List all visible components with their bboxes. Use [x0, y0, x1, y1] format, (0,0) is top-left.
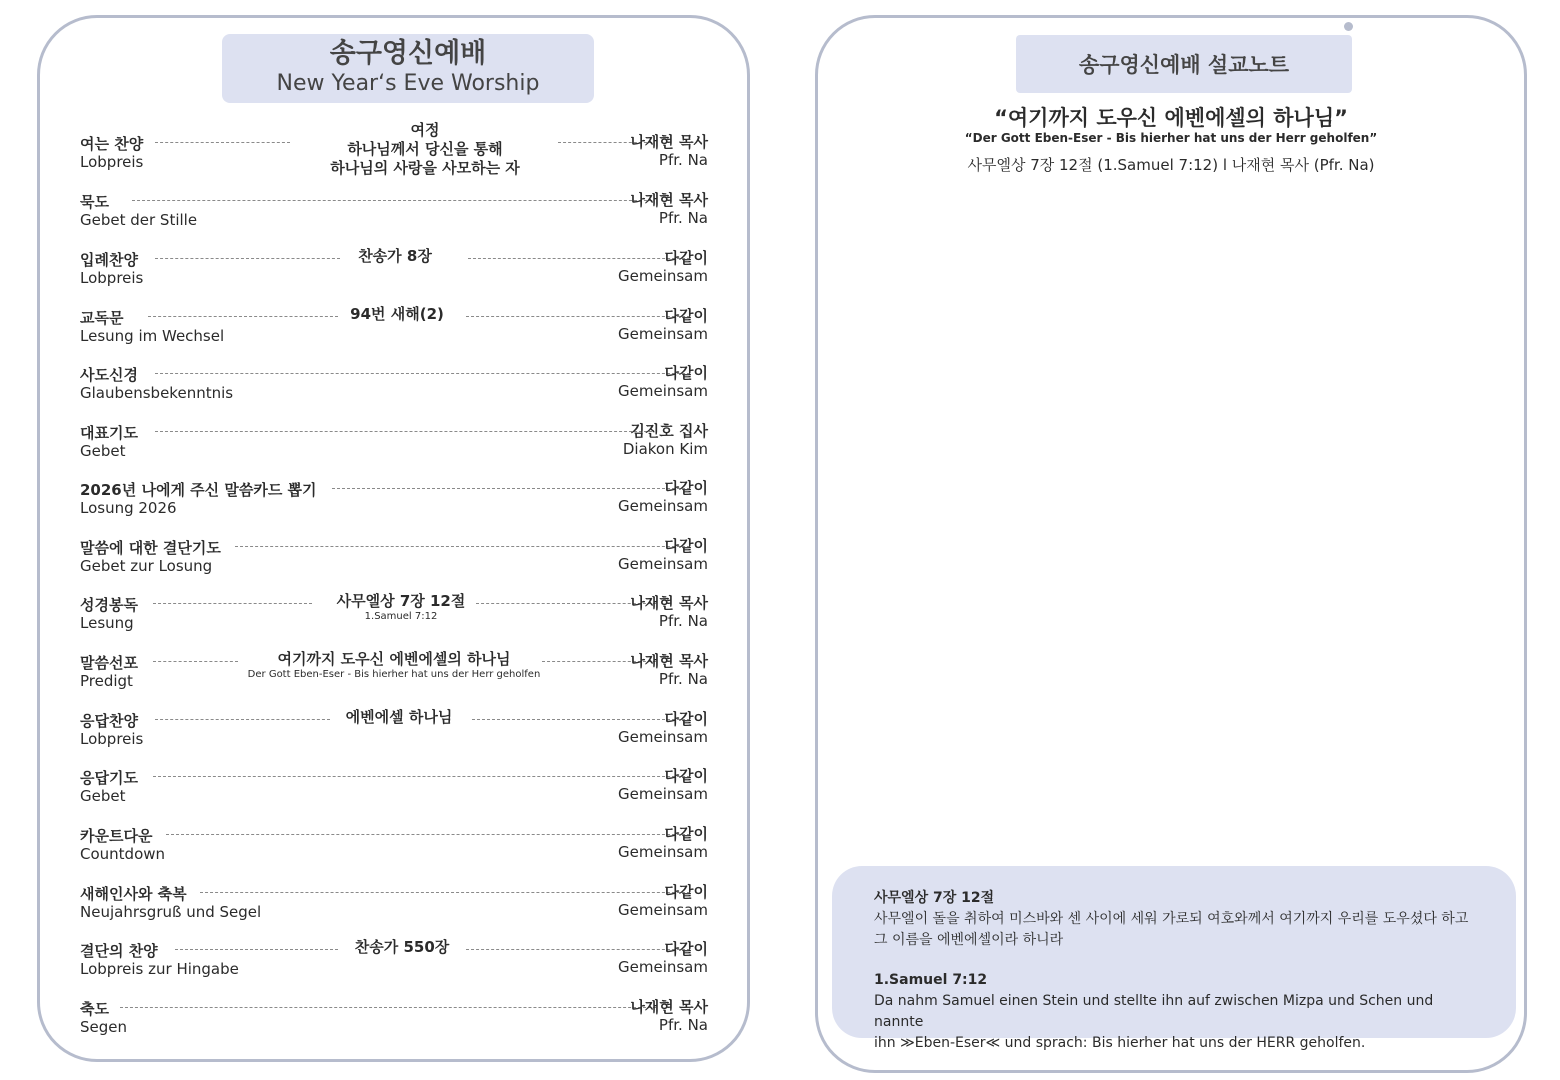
order-item-detail — [342, 305, 452, 324]
order-item-detail — [295, 121, 555, 178]
order-item-title-ko: 여는 찬양 — [80, 135, 144, 153]
order-item-title-de: Predigt — [80, 672, 133, 690]
order-item-title-ko: 응답기도 — [80, 769, 138, 787]
order-item-title-ko: 입례찬양 — [80, 251, 138, 269]
dotted-leader — [235, 546, 690, 547]
order-item-title-de: Lobpreis — [80, 269, 144, 287]
order-item — [80, 815, 708, 867]
order-item-leader-ko: 나재현 목사 — [630, 998, 708, 1016]
order-item-leader-de: Gemeinsam — [618, 267, 708, 285]
sermon-note-title-box — [1016, 35, 1352, 93]
order-item-leader-de: Pfr. Na — [658, 612, 708, 630]
order-item-leader-ko: 다같이 — [664, 710, 708, 728]
order-item-leader-de: Gemeinsam — [618, 785, 708, 803]
order-item-leader-ko: 나재현 목사 — [630, 652, 708, 670]
order-item-leader-ko: 다같이 — [664, 940, 708, 958]
order-item — [80, 123, 708, 175]
order-item-detail — [345, 247, 445, 266]
order-item-leader-ko: 나재현 목사 — [630, 594, 708, 612]
order-item-detail-sub: Der Gott Eben-Eser - Bis hierher hat uns der Herr geholfen — [247, 669, 541, 680]
order-item-title-ko: 새해인사와 축복 — [80, 885, 187, 903]
order-item — [80, 700, 708, 752]
service-title-en: New Year‘s Eve Worship — [276, 71, 540, 96]
order-item-title-de: Gebet zur Losung — [80, 557, 213, 575]
order-item-leader-de: Gemeinsam — [618, 325, 708, 343]
dotted-leader — [155, 142, 290, 143]
order-item-title-ko: 카운트다운 — [80, 827, 153, 845]
order-item-leader-de: Gemeinsam — [618, 555, 708, 573]
order-item-leader-de: Gemeinsam — [618, 382, 708, 400]
verse-box — [832, 866, 1516, 1051]
order-item-detail — [342, 938, 462, 957]
dotted-leader — [155, 373, 690, 374]
order-item-leader-de: Pfr. Na — [658, 209, 708, 227]
sermon-title: “여기까지 도우신 에벤에셀의 하나님” — [994, 106, 1348, 130]
order-item-leader-ko: 나재현 목사 — [630, 191, 708, 209]
dotted-leader — [155, 719, 330, 720]
order-of-service-panel — [37, 15, 750, 1062]
order-item-detail-line: 찬송가 8장 — [358, 247, 432, 265]
order-item — [80, 988, 708, 1040]
verse-de-heading: 1.Samuel 7:12 — [874, 972, 988, 988]
order-item-detail-line: 하나님의 사랑을 사모하는 자 — [330, 159, 520, 177]
order-item-detail-line: 여정 — [410, 121, 440, 139]
order-item-title-de: Lobpreis zur Hingabe — [80, 960, 239, 978]
order-item — [80, 527, 708, 579]
order-item-title-ko: 말씀에 대한 결단기도 — [80, 539, 221, 557]
order-item-leader-ko: 다같이 — [664, 307, 708, 325]
order-item-detail-line: 사무엘상 7장 12절 — [336, 592, 466, 610]
sermon-title-de: “Der Gott Eben-Eser - Bis hierher hat uns der Herr geholfen” — [964, 131, 1378, 145]
dotted-leader — [468, 258, 690, 259]
order-item-title-de: Lesung im Wechsel — [80, 327, 225, 345]
order-item-title-ko: 성경봉독 — [80, 596, 138, 614]
dotted-leader — [472, 719, 690, 720]
order-item-leader-ko: 김진호 집사 — [630, 422, 708, 440]
order-item-leader-de: Pfr. Na — [658, 670, 708, 688]
sermon-note-title: 송구영신예배 설교노트 — [1078, 53, 1290, 77]
verse-ko-line: 사무엘이 돌을 취하여 미스바와 센 사이에 세워 가로되 여호와께서 여기까지 우리를 도우셨다 하고 — [874, 911, 1469, 927]
order-item-title-de: Gebet — [80, 442, 126, 460]
order-item-title-de: Lobpreis — [80, 730, 144, 748]
order-item-detail-line: 에벤에셀 하나님 — [345, 708, 453, 726]
order-item-title-ko: 결단의 찬양 — [80, 942, 158, 960]
dotted-leader — [200, 892, 690, 893]
order-item — [80, 354, 708, 406]
order-item-detail-line: 찬송가 550장 — [354, 938, 450, 956]
order-item-title-ko: 사도신경 — [80, 366, 138, 384]
order-item-title-de: Neujahrsgruß und Segel — [80, 903, 262, 921]
order-item-leader-de: Gemeinsam — [618, 843, 708, 861]
order-item-title-ko: 말씀선포 — [80, 654, 138, 672]
order-item-title-de: Countdown — [80, 845, 166, 863]
order-item-title-ko: 대표기도 — [80, 424, 138, 442]
order-item-title-de: Glaubensbekenntnis — [80, 384, 234, 402]
order-item — [80, 239, 708, 291]
order-item — [80, 642, 708, 694]
sermon-note-panel — [815, 15, 1527, 1073]
scroll-curl-icon — [1344, 22, 1353, 31]
order-item — [80, 181, 708, 233]
dotted-leader — [120, 1007, 656, 1008]
dotted-leader — [132, 200, 652, 201]
order-item-detail-line: 94번 새해(2) — [350, 305, 444, 323]
dotted-leader — [155, 258, 340, 259]
verse-ko-heading: 사무엘상 7장 12절 — [874, 890, 995, 906]
order-item-title-de: Lobpreis — [80, 153, 144, 171]
order-item-leader-ko: 다같이 — [664, 767, 708, 785]
order-item — [80, 930, 708, 982]
order-item-detail-line: 여기까지 도우신 에벤에셀의 하나님 — [277, 650, 511, 668]
order-item-title-ko: 묵도 — [80, 193, 109, 211]
order-item-detail — [242, 650, 546, 681]
order-item-leader-de: Gemeinsam — [618, 958, 708, 976]
verse-de-line: ihn ≫Eben-Eser≪ und sprach: Bis hierher hat uns der HERR geholfen. — [874, 1035, 1366, 1051]
order-item-leader-ko: 다같이 — [664, 364, 708, 382]
verse-de-line: Da nahm Samuel einen Stein und stellte ihn auf zwischen Mizpa und Schen und nannte — [874, 993, 1434, 1030]
order-item-detail — [316, 592, 486, 623]
dotted-leader — [153, 776, 690, 777]
dotted-leader — [166, 834, 690, 835]
dotted-leader — [466, 316, 690, 317]
order-item — [80, 297, 708, 349]
dotted-leader — [466, 949, 690, 950]
dotted-leader — [476, 603, 656, 604]
order-item — [80, 469, 708, 521]
service-title-ko: 송구영신예배 — [329, 38, 487, 69]
sermon-reference: 사무엘상 7장 12절 (1.Samuel 7:12) l 나재현 목사 (Pfr. Na) — [967, 156, 1375, 174]
order-item-title-de: Gebet — [80, 787, 126, 805]
dotted-leader — [148, 316, 338, 317]
order-item-title-ko: 2026년 나에게 주신 말씀카드 뽑기 — [80, 481, 317, 499]
service-title-box — [222, 34, 594, 103]
dotted-leader — [155, 431, 652, 432]
order-item-leader-de: Pfr. Na — [658, 1016, 708, 1034]
order-item — [80, 757, 708, 809]
order-item-leader-ko: 다같이 — [664, 249, 708, 267]
order-item-leader-de: Gemeinsam — [618, 497, 708, 515]
order-item-leader-ko: 다같이 — [664, 479, 708, 497]
dotted-leader — [175, 949, 338, 950]
order-item-detail-sub: 1.Samuel 7:12 — [364, 611, 438, 622]
order-item-title-ko: 축도 — [80, 1000, 109, 1018]
order-item — [80, 412, 708, 464]
dotted-leader — [332, 488, 690, 489]
order-item — [80, 873, 708, 925]
order-item-leader-de: Gemeinsam — [618, 728, 708, 746]
order-item-title-de: Gebet der Stille — [80, 211, 198, 229]
order-item-title-ko: 교독문 — [80, 309, 124, 327]
order-item-leader-de: Pfr. Na — [658, 151, 708, 169]
order-item-leader-ko: 나재현 목사 — [630, 133, 708, 151]
order-item — [80, 584, 708, 636]
verse-ko-line: 그 이름을 에벤에셀이라 하니라 — [874, 932, 1064, 948]
order-item-leader-de: Diakon Kim — [622, 440, 708, 458]
order-item-leader-ko: 다같이 — [664, 825, 708, 843]
order-item-detail-line: 하나님께서 당신을 통해 — [347, 140, 503, 158]
order-item-title-de: Segen — [80, 1018, 128, 1036]
dotted-leader — [153, 661, 238, 662]
order-item-leader-de: Gemeinsam — [618, 901, 708, 919]
order-item-title-de: Lesung — [80, 614, 134, 632]
order-item-detail — [334, 708, 464, 727]
order-item-title-ko: 응답찬양 — [80, 712, 138, 730]
order-item-title-de: Losung 2026 — [80, 499, 177, 517]
order-item-leader-ko: 다같이 — [664, 537, 708, 555]
dotted-leader — [153, 603, 312, 604]
order-item-leader-ko: 다같이 — [664, 883, 708, 901]
